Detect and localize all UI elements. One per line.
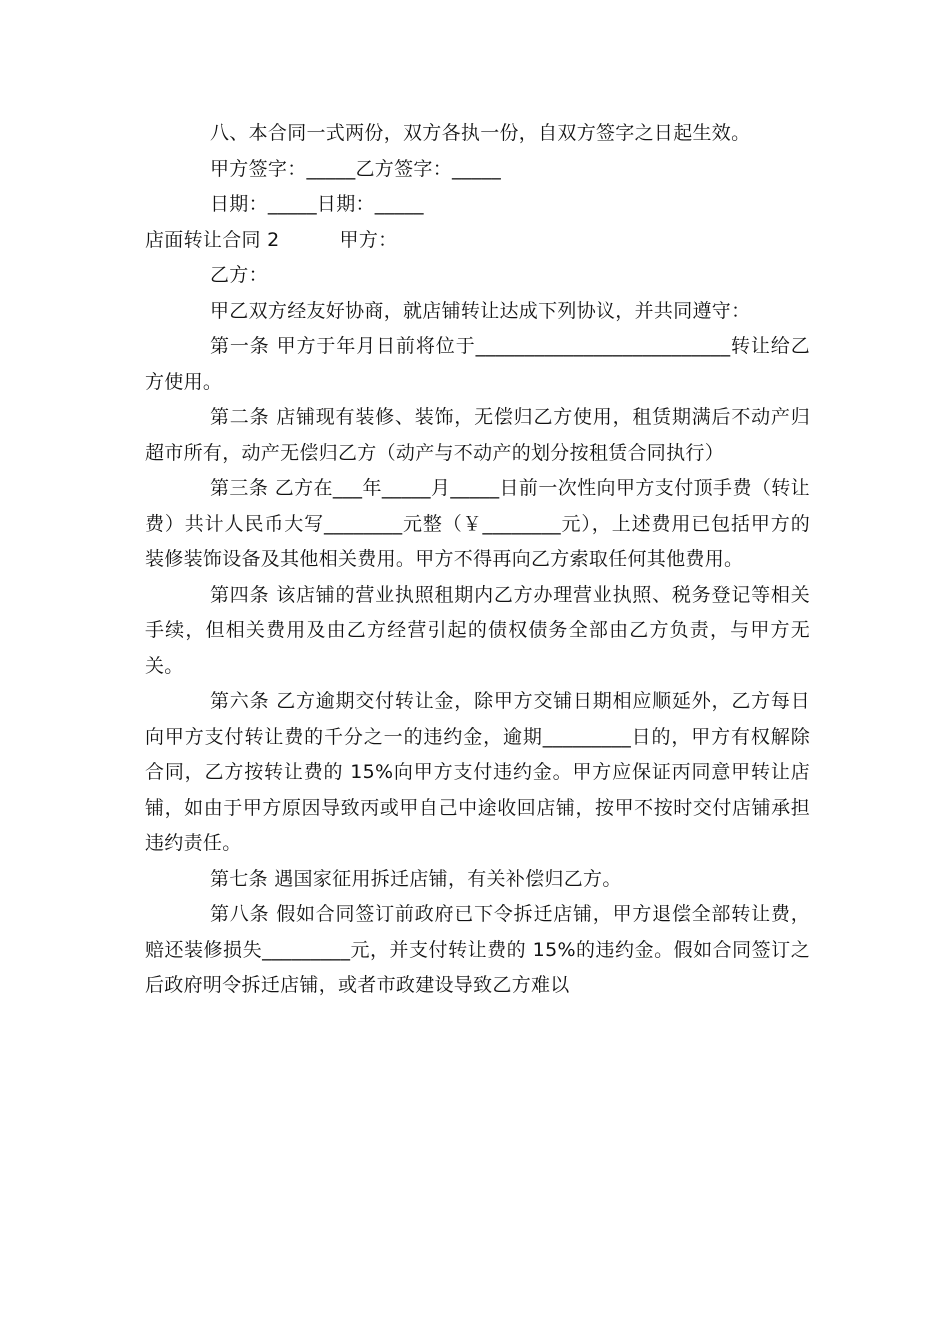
party-a-label: 甲方：: [339, 228, 398, 251]
paragraph-article-3: 第三条 乙方在___年_____月_____日前一次性向甲方支付顶手费（转让费）共计人民币大写________元整（￥________元），上述费用已包括甲方的装修装饰设备及其他相关费用。甲方不得再向乙方索取任何其他费用。: [145, 477, 810, 570]
paragraph-clause-8-copies: 八、本合同一式两份，双方各执一份，自双方签字之日起生效。: [210, 122, 751, 144]
paragraph-article-6: 第六条 乙方逾期交付转让金，除甲方交铺日期相应顺延外，乙方每日向甲方支付转让费的千分之一的违约金，逾期_________日的，甲方有权解除合同，乙方按转让费的 15%向甲方支付违约金。甲方应保证丙同意甲转让店铺，如由于甲方原因导致丙或甲自己中途收回店铺，按甲不按时交付店铺承担违约责任。: [145, 690, 810, 854]
contract-heading-line: [145, 223, 810, 259]
paragraph-article-8: 第八条 假如合同签订前政府已下令拆迁店铺，甲方退偿全部转让费，赔还装修损失_________元，并支付转让费的 15%的违约金。假如合同签订之后政府明令拆迁店铺，或者市政建设导致乙方难以: [145, 903, 810, 996]
document-body: [145, 116, 810, 1004]
paragraph-article-4: 第四条 该店铺的营业执照租期内乙方办理营业执照、税务登记等相关手续，但相关费用及由乙方经营引起的债权债务全部由乙方负责，与甲方无关。: [145, 583, 810, 677]
contract-title: 店面转让合同 2: [145, 228, 280, 251]
party-b-label: 乙方：: [210, 264, 268, 286]
paragraph-article-7: 第七条 遇国家征用拆迁店铺，有关补偿归乙方。: [210, 867, 622, 890]
paragraph-article-1: 第一条 甲方于年月日前将位于__________________________转让给乙方使用。: [145, 335, 810, 393]
paragraph-preamble: 甲乙双方经友好协商，就店铺转让达成下列协议，并共同遵守：: [210, 299, 751, 322]
paragraph-article-2: 第二条 店铺现有装修、装饰，无偿归乙方使用，租赁期满后不动产归超市所有，动产无偿归乙方（动产与不动产的划分按租赁合同执行）: [145, 406, 810, 464]
paragraph-dates: 日期：_____日期：_____: [210, 193, 424, 215]
paragraph-signatures: 甲方签字：_____乙方签字：_____: [210, 157, 502, 180]
